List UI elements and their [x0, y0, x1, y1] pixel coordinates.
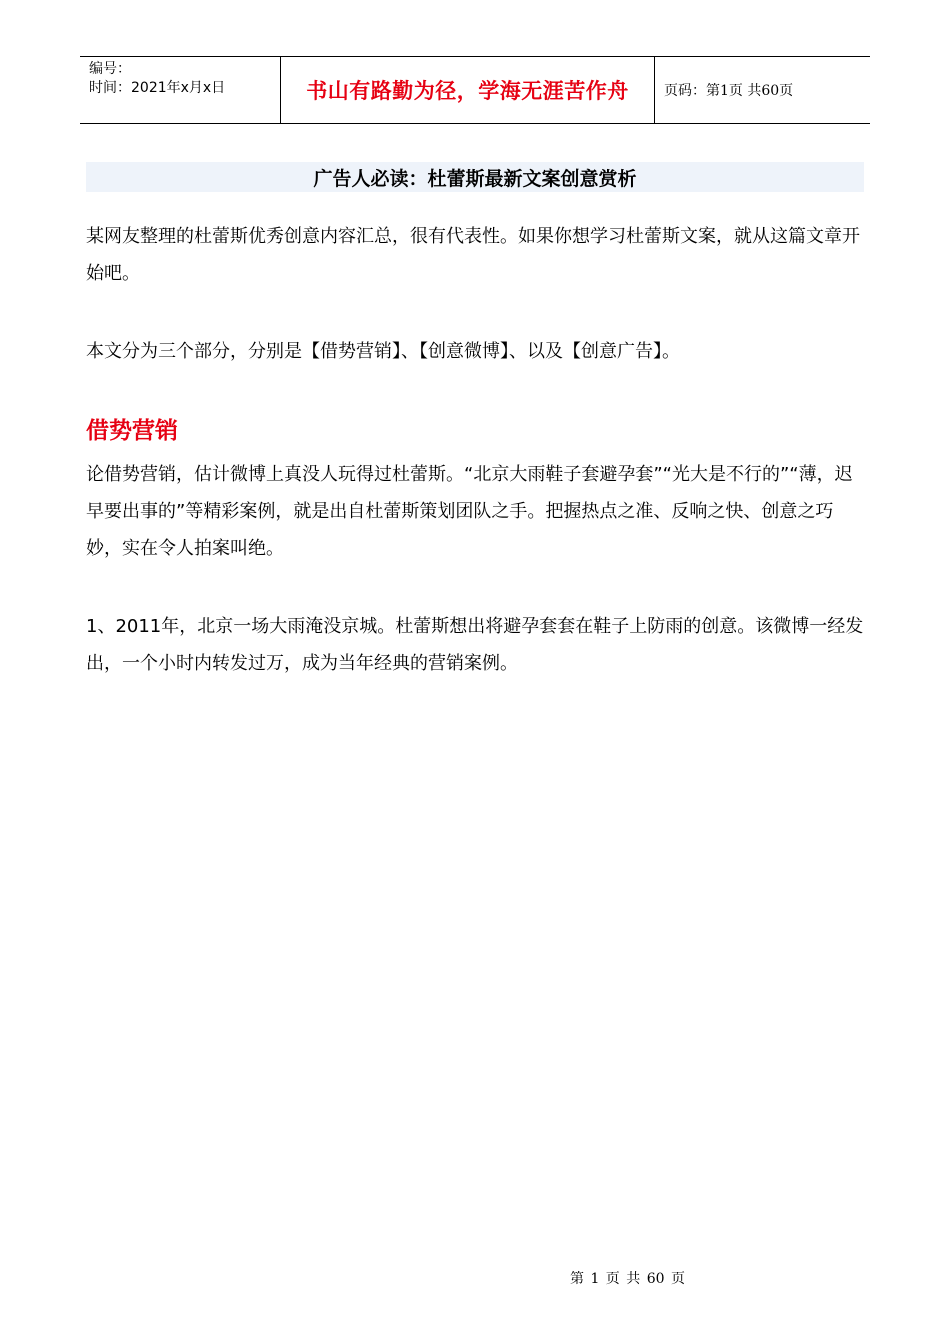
section-heading-borrowed-marketing: 借势营销: [86, 418, 178, 444]
case-paragraph: 1、2011年，北京一场大雨淹没京城。杜蕾斯想出将避孕套套在鞋子上防雨的创意。该微博一经发出，一个小时内转发过万，成为当年经典的营销案例。: [86, 616, 864, 674]
header-meta-cell: [80, 57, 281, 123]
document-time-label: 时间：2021年x月x日: [89, 80, 226, 96]
header-motto: 书山有路勤为径，学海无涯苦作舟: [281, 57, 655, 123]
document-title: 广告人必读：杜蕾斯最新文案创意赏析: [86, 162, 864, 192]
intro-paragraph: 某网友整理的杜蕾斯优秀创意内容汇总，很有代表性。如果你想学习杜蕾斯文案，就从这篇文章开始吧。: [86, 226, 860, 284]
structure-paragraph: 本文分为三个部分，分别是【借势营销】、【创意微博】、以及【创意广告】。: [86, 341, 680, 362]
page-footer-number: 第 1 页 共 60 页: [570, 1271, 685, 1287]
header-page-info: 页码：第1页 共60页: [664, 83, 794, 99]
page-header-table: [80, 56, 870, 124]
document-number-label: 编号：: [89, 61, 131, 77]
section-paragraph: 论借势营销，估计微博上真没人玩得过杜蕾斯。“北京大雨鞋子套避孕套”“光大是不行的”“薄，迟早要出事的”等精彩案例，就是出自杜蕾斯策划团队之手。把握热点之准、反响之快、创意之巧妙，实在令人拍案叫绝。: [86, 464, 853, 559]
